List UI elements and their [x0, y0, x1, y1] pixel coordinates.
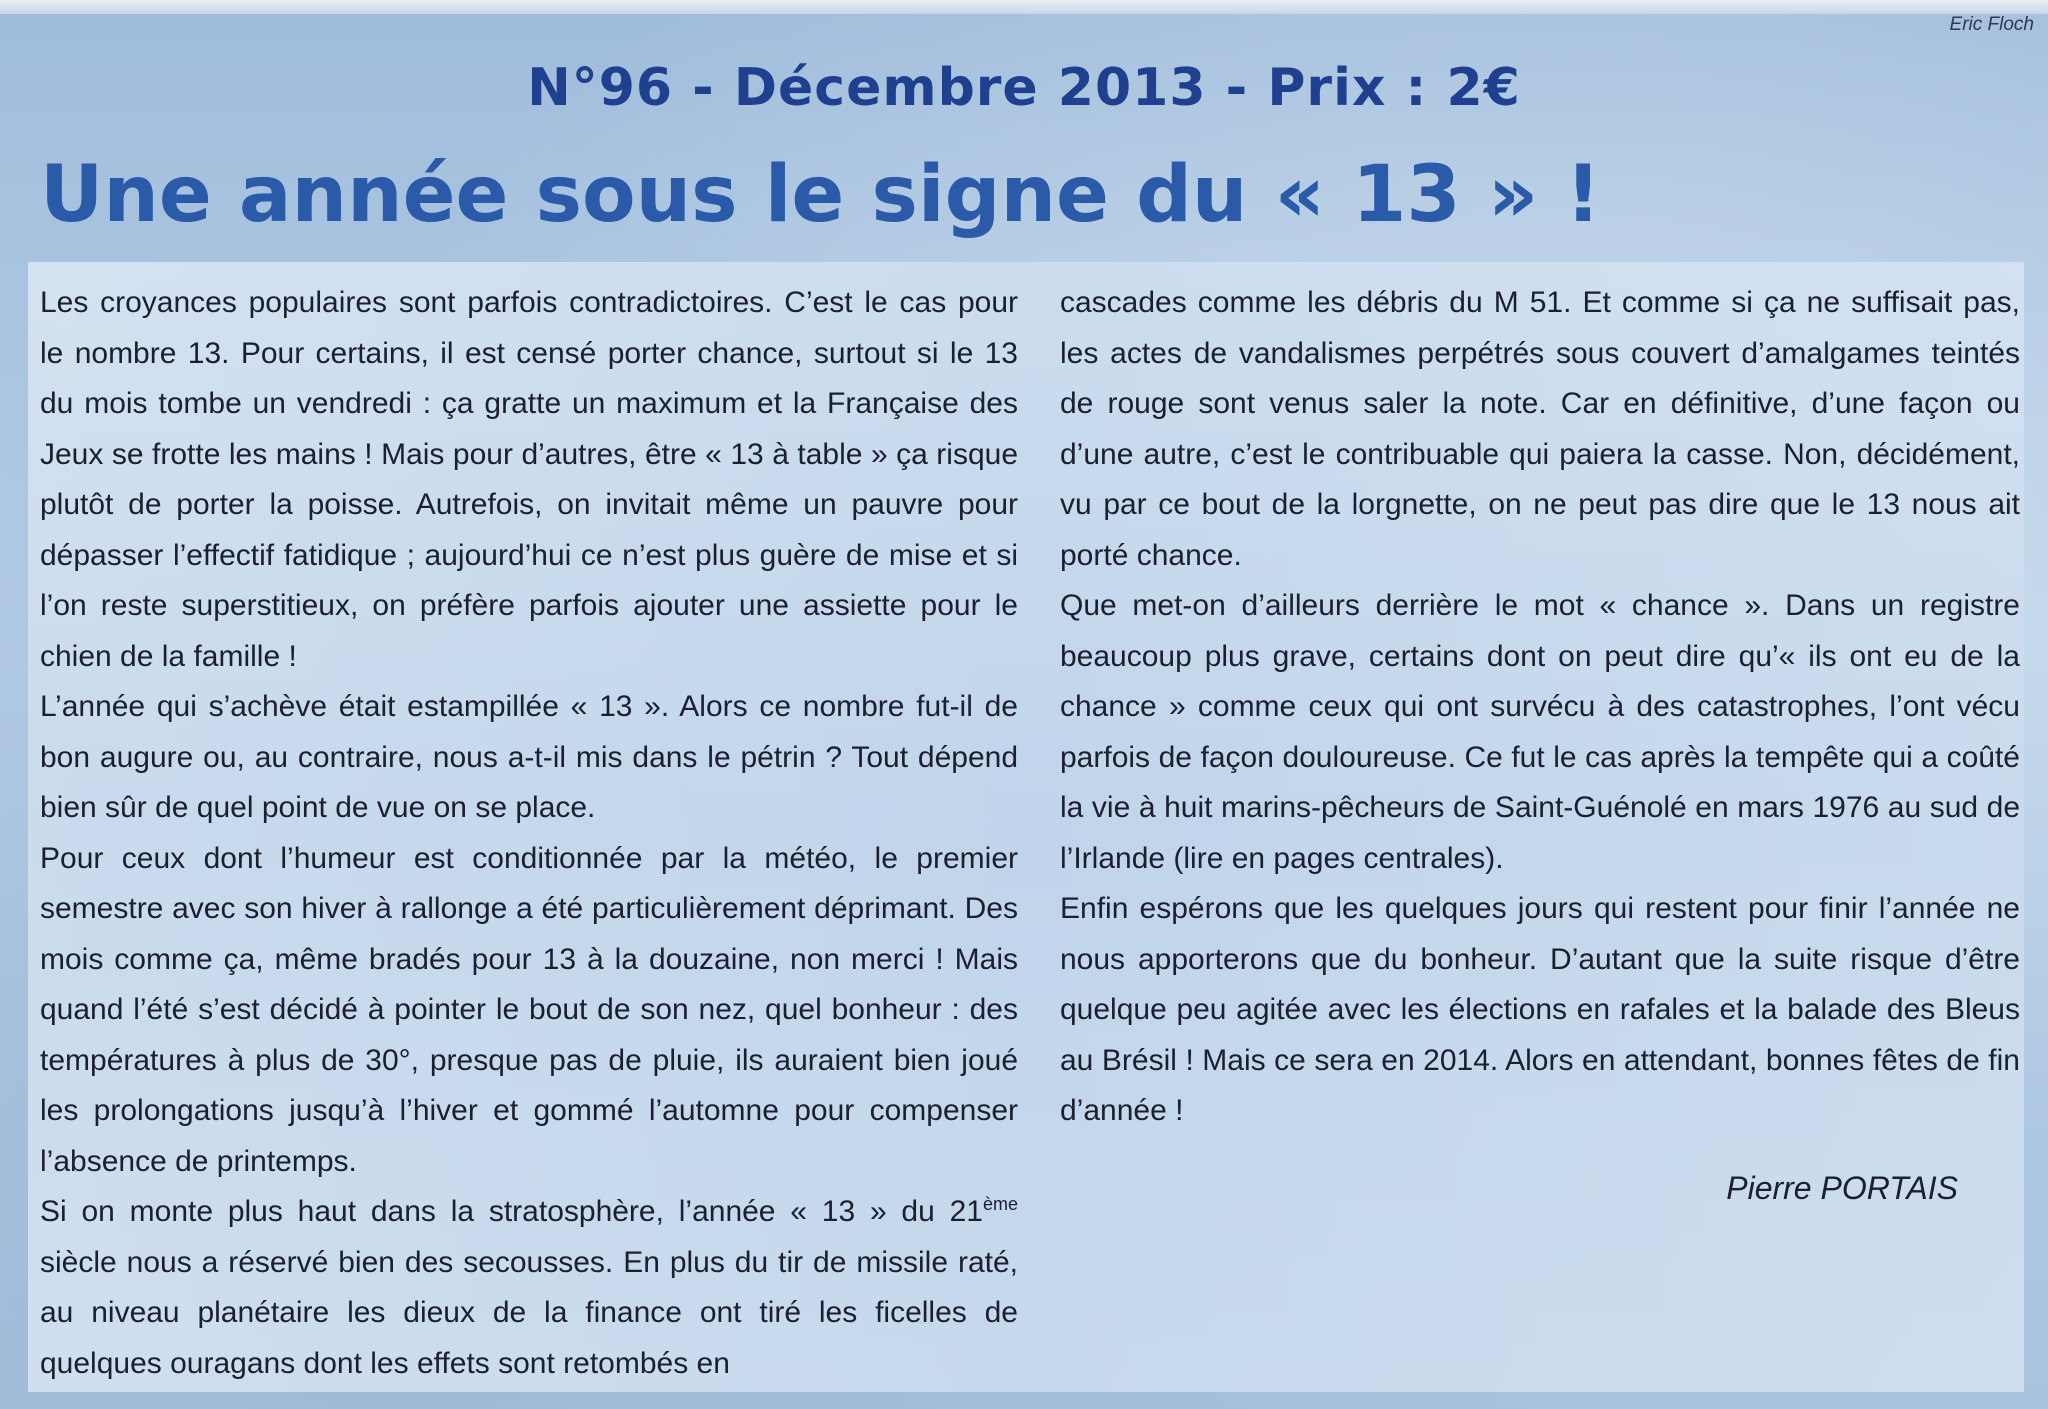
top-paper-strip	[0, 0, 2048, 14]
paragraph-text: Si on monte plus haut dans la stratosphère, l’année « 13 » du 21	[40, 1195, 983, 1228]
headline: Une année sous le signe du « 13 » !	[40, 150, 1601, 240]
paragraph: Enfin espérons que les quelques jours qui restent pour finir l’année ne nous apporterons que du bonheur. D’autant que la suite risque d’être quelque peu agitée avec les élections en rafales et la balade des Bleus au Brésil ! Mais ce sera en 2014. Alors en attendant, bonnes fêtes de fin d’année !	[1060, 892, 2020, 1127]
issue-line: N°96 - Décembre 2013 - Prix : 2€	[527, 58, 1521, 118]
superscript: ème	[982, 1194, 1018, 1214]
paragraph: L’année qui s’achève était estampillée « 13 ». Alors ce nombre fut-il de bon augure ou, au contraire, nous a-t-il mis dans le pétrin ? Tout dépend bien sûr de quel point de vue on se place.	[40, 690, 1018, 824]
article-panel	[28, 262, 2024, 1392]
paragraph: cascades comme les débris du M 51. Et comme si ça ne suffisait pas, les actes de vandalismes perpétrés sous couvert d’amalgames teintés de rouge sont venus saler la note. Car en définitive, d’une façon ou d’une autre, c’est le contribuable qui paiera la casse. Non, décidément, vu par ce bout de la lorgnette, on ne peut pas dire que le 13 nous ait porté chance.	[1060, 286, 2020, 572]
paragraph: Pour ceux dont l’humeur est conditionnée par la météo, le premier semestre avec son hiver à rallonge a été particulièrement déprimant. Des mois comme ça, même bradés pour 13 à la douzaine, non merci ! Mais quand l’été s’est décidé à pointer le bout de son nez, quel bonheur : des températures à plus de 30°, presque pas de pluie, ils auraient bien joué les prolongations jusqu’à l’hiver et gommé l’automne pour compenser l’absence de printemps.	[40, 841, 1018, 1178]
author-signature: Pierre PORTAIS	[1726, 1170, 1958, 1206]
paragraph-text: siècle nous a réservé bien des secousses. En plus du tir de missile raté, au niveau planétaire les dieux de la finance ont tiré les ficelles de quelques ouragans dont les effets sont retombés en	[40, 1245, 1018, 1380]
photo-credit: Eric Floch	[1949, 14, 2034, 35]
article-left-column	[40, 278, 1018, 1389]
paragraph: Les croyances populaires sont parfois contradictoires. C’est le cas pour le nombre 13. Pour certains, il est censé porter chance, surtout si le 13 du mois tombe un vendredi : ça gratte un maximum et la Française des Jeux se frotte les mains ! Mais pour d’autres, être « 13 à table » ça risque plutôt de porter la poisse. Autrefois, on invitait même un pauvre pour dépasser l’effectif fatidique ; aujourd’hui ce n’est plus guère de mise et si l’on reste superstitieux, on préfère parfois ajouter une assiette pour le chien de la famille !	[40, 286, 1018, 673]
article-right-column	[1060, 278, 2020, 1137]
paragraph	[40, 1187, 1018, 1389]
paragraph: Que met-on d’ailleurs derrière le mot « chance ». Dans un registre beaucoup plus grave, certains dont on peut dire qu’« ils ont eu de la chance » comme ceux qui ont survécu à des catastrophes, l’ont vécu parfois de façon douloureuse. Ce fut le cas après la tempête qui a coûté la vie à huit marins-pêcheurs de Saint-Guénolé en mars 1976 au sud de l’Irlande (lire en pages centrales).	[1060, 589, 2020, 875]
